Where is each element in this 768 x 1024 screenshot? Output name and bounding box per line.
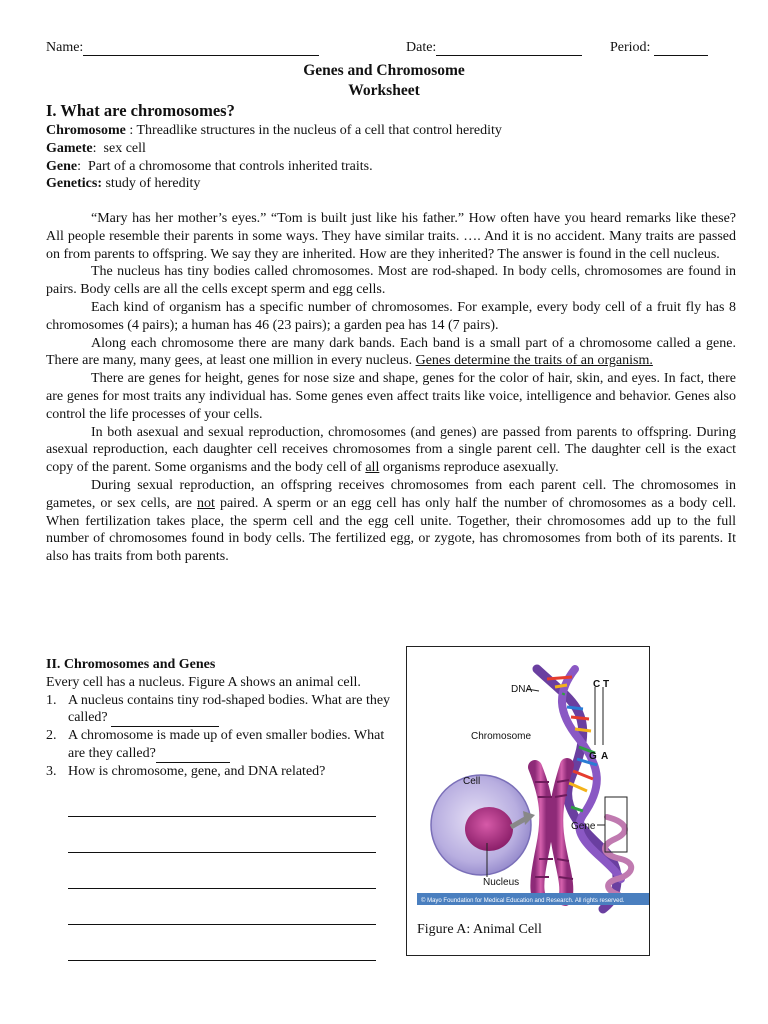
cell-nucleus (465, 807, 513, 851)
answer-blank-2[interactable] (156, 749, 230, 763)
label-nucleus: Nucleus (483, 877, 520, 888)
definition-genetics: Genetics: study of heredity (46, 176, 201, 192)
question-1: 1. A nucleus contains tiny rod-shaped bodies. What are they called? (46, 692, 391, 726)
definitions-list (46, 122, 736, 193)
definition-gene: Gene: Part of a chromosome that controls inherited traits. (46, 158, 373, 174)
animal-cell-illustration (407, 647, 649, 917)
period-label: Period: (610, 40, 651, 55)
paragraph-5: There are genes for height, genes for nose size and shape, genes for the color of hair, skin, and eyes. In fact, there are genes for most traits any individual has. Some genes even affect traits like voice, intelligence and behavior. Genes also control the life processes of your cells. (46, 371, 736, 422)
answer-line[interactable] (68, 924, 376, 925)
name-blank[interactable] (83, 41, 319, 56)
figure-a (406, 646, 650, 956)
underlined-all: all (365, 460, 380, 476)
paragraph-4: Along each chromosome there are many dark bands. Each band is a small part of a chromosome called a gene. There are many, many gees, at least one million in every nucleus. Genes determine the traits of an organism. (46, 335, 736, 369)
page-subtitle: Worksheet (348, 82, 420, 99)
credit-text: © Mayo Foundation for Medical Education and Research. All rights reserved. (421, 898, 625, 904)
paragraph-6: In both asexual and sexual reproduction, chromosomes (and genes) are passed from parents to offspring. During asexual reproduction, each daughter cell receives chromosomes from a single parent cell. The daughter cell is the exact copy of the parent. Some organisms and the body cell of all organisms reproduce asexually. (46, 424, 736, 476)
paragraph-7: During sexual reproduction, an offspring receives chromosomes from each parent cell. The chromosomes in gametes, or sex cells, are not paired. A sperm or an egg cell has only half the number of chromosomes as a body cell. When fertilization takes place, the sperm cell and the egg cell unite. Together, their chromosomes add up to the full number of chromosomes found in body cells. The fertilized egg, or zygote, has chromosomes from both of its parents. It also has traits from both parents. (46, 477, 736, 565)
definition-chromosome: Chromosome : Threadlike structures in the nucleus of a cell that control heredity (46, 123, 502, 138)
section1-heading: I. What are chromosomes? (46, 101, 235, 120)
paragraph-1: “Mary has her mother’s eyes.” “Tom is built just like his father.” How often have you heard remarks like these? All people resemble their parents in some ways. They have similar traits. …. And it is no accident. Many traits are passed on from parents to offspring. We say they are inherited. How are they inherited? The answer is found in the cell nucleus. (46, 211, 736, 262)
label-cell: Cell (463, 776, 481, 787)
answer-blank-1[interactable] (111, 713, 219, 727)
section2-heading: II. Chromosomes and Genes (46, 657, 216, 672)
page-title: Genes and Chromosome (303, 62, 465, 79)
label-g: G (589, 751, 597, 762)
definition-gamete: Gamete: sex cell (46, 140, 146, 156)
underlined-not: not (197, 495, 215, 511)
question-2: 2. A chromosome is made up of even smaller bodies. What are they called? (46, 728, 385, 761)
label-t: T (603, 679, 610, 690)
section2-intro: Every cell has a nucleus. Figure A shows an animal cell. (46, 674, 361, 690)
question-3: 3. How is chromosome, gene, and DNA related? (46, 763, 326, 779)
figure-caption: Figure A: Animal Cell (417, 922, 542, 937)
name-label: Name: (46, 40, 84, 55)
label-a: A (601, 751, 609, 762)
answer-line[interactable] (68, 888, 376, 889)
date-blank[interactable] (436, 41, 582, 56)
label-chromosome: Chromosome (471, 731, 532, 742)
answer-line[interactable] (68, 816, 376, 817)
paragraph-2: The nucleus has tiny bodies called chromosomes. Most are rod-shaped. In body cells, chromosomes are found in pairs. Body cells are all the cells except sperm and egg cells. (46, 264, 736, 298)
reading-passage (46, 210, 736, 566)
label-dna: DNA (511, 684, 533, 695)
answer-line[interactable] (68, 852, 376, 853)
header-row (46, 40, 726, 60)
label-c: C (593, 679, 601, 690)
name-field (46, 40, 319, 56)
section2 (46, 656, 398, 781)
answer-line[interactable] (68, 960, 376, 961)
period-blank[interactable] (654, 41, 708, 56)
date-label: Date: (406, 40, 437, 55)
underlined-statement: Genes determine the traits of an organism. (415, 353, 653, 369)
period-field (610, 40, 708, 56)
paragraph-3: Each kind of organism has a specific number of chromosomes. For example, every body cell of a fruit fly has 8 chromosomes (4 pairs); a human has 46 (23 pairs); a garden pea has 14 (7 pairs). (46, 299, 736, 333)
label-gene: Gene (571, 821, 596, 832)
date-field (406, 40, 582, 56)
